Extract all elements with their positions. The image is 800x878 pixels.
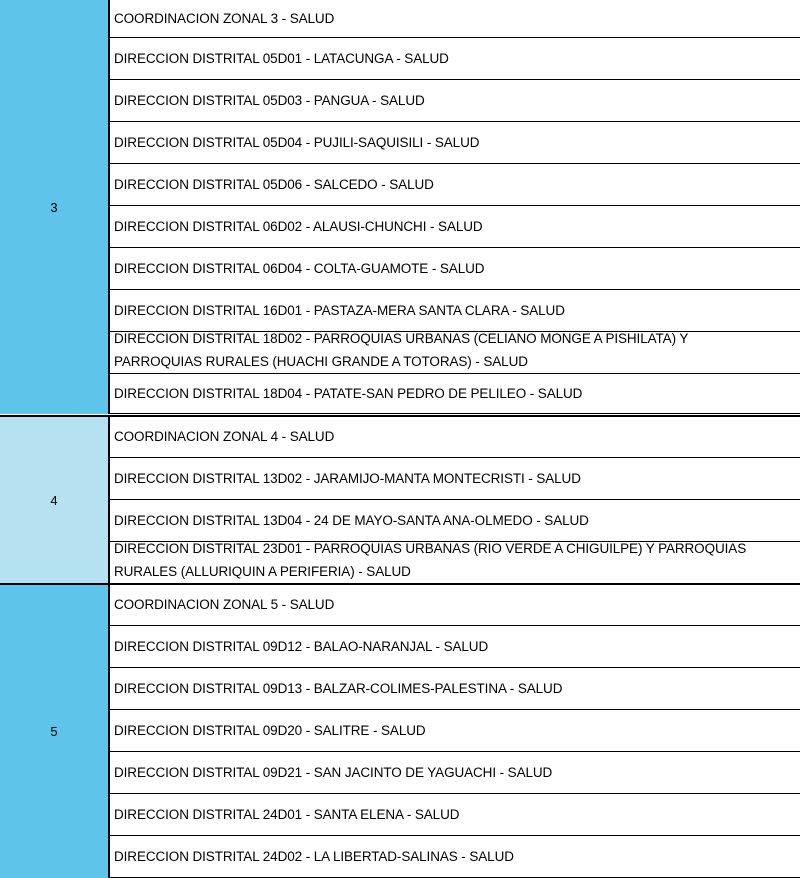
entity-name-cell: DIRECCION DISTRITAL 05D06 - SALCEDO - SALUD bbox=[114, 176, 434, 192]
entity-name-cell: DIRECCION DISTRITAL 05D01 - LATACUNGA - SALUD bbox=[114, 50, 449, 66]
entity-name-cell: DIRECCION DISTRITAL 06D02 - ALAUSI-CHUNCHI - SALUD bbox=[114, 218, 483, 234]
table-row[interactable] bbox=[110, 0, 800, 38]
entity-name-cell: DIRECCION DISTRITAL 13D02 - JARAMIJO-MANTA MONTECRISTI - SALUD bbox=[114, 470, 581, 486]
table-row[interactable] bbox=[110, 542, 800, 584]
zone-5-group bbox=[0, 584, 800, 878]
entity-name-cell: COORDINACION ZONAL 3 - SALUD bbox=[114, 10, 335, 26]
zone-divider bbox=[0, 415, 800, 417]
zone-rows bbox=[110, 584, 800, 878]
entity-name-cell: DIRECCION DISTRITAL 05D04 - PUJILI-SAQUISILI - SALUD bbox=[114, 134, 480, 150]
table-row[interactable] bbox=[110, 710, 800, 752]
entity-name-cell: DIRECCION DISTRITAL 24D02 - LA LIBERTAD-SALINAS - SALUD bbox=[114, 848, 514, 864]
table-row[interactable] bbox=[110, 122, 800, 164]
table-row[interactable] bbox=[110, 752, 800, 794]
entity-name-cell: DIRECCION DISTRITAL 13D04 - 24 DE MAYO-SANTA ANA-OLMEDO - SALUD bbox=[114, 512, 589, 528]
entity-name-cell: DIRECCION DISTRITAL 09D12 - BALAO-NARANJAL - SALUD bbox=[114, 638, 489, 654]
entity-name-cell: COORDINACION ZONAL 4 - SALUD bbox=[114, 428, 335, 444]
table-row[interactable] bbox=[110, 626, 800, 668]
zone-number-cell[interactable]: 5 bbox=[0, 584, 110, 878]
entity-name-cell: DIRECCION DISTRITAL 09D21 - SAN JACINTO DE YAGUACHI - SALUD bbox=[114, 764, 553, 780]
table-row[interactable] bbox=[110, 794, 800, 836]
zone-number-cell[interactable]: 4 bbox=[0, 416, 110, 584]
table-row[interactable] bbox=[110, 584, 800, 626]
table-row[interactable] bbox=[110, 80, 800, 122]
table-row[interactable] bbox=[110, 206, 800, 248]
table-row[interactable] bbox=[110, 416, 800, 458]
zone-rows bbox=[110, 416, 800, 584]
entity-name-cell: DIRECCION DISTRITAL 09D13 - BALZAR-COLIMES-PALESTINA - SALUD bbox=[114, 680, 563, 696]
table-row[interactable] bbox=[110, 836, 800, 878]
zone-number-cell[interactable]: 3 bbox=[0, 0, 110, 414]
table-row[interactable] bbox=[110, 248, 800, 290]
entity-name-cell: DIRECCION DISTRITAL 05D03 - PANGUA - SALUD bbox=[114, 92, 425, 108]
entity-name-cell: DIRECCION DISTRITAL 24D01 - SANTA ELENA - SALUD bbox=[114, 806, 460, 822]
entity-name-cell: DIRECCION DISTRITAL 18D02 - PARROQUIAS URBANAS (CELIANO MONGE A PISHILATA) Y PARROQUIAS RURALES (HUACHI GRANDE A TOTORAS) - SALUD bbox=[114, 331, 689, 369]
entity-name-cell: DIRECCION DISTRITAL 18D04 - PATATE-SAN PEDRO DE PELILEO - SALUD bbox=[114, 385, 583, 401]
zone-3-group bbox=[0, 0, 800, 414]
entity-name-cell: COORDINACION ZONAL 5 - SALUD bbox=[114, 596, 335, 612]
table-row[interactable] bbox=[110, 500, 800, 542]
entity-name-cell: DIRECCION DISTRITAL 09D20 - SALITRE - SALUD bbox=[114, 722, 426, 738]
table-row[interactable] bbox=[110, 668, 800, 710]
zone-rows bbox=[110, 0, 800, 414]
table-row[interactable] bbox=[110, 458, 800, 500]
zone-4-group bbox=[0, 416, 800, 584]
table-row[interactable] bbox=[110, 290, 800, 332]
table-row[interactable] bbox=[110, 374, 800, 414]
table-row[interactable] bbox=[110, 38, 800, 80]
entity-name-cell: DIRECCION DISTRITAL 23D01 - PARROQUIAS URBANAS (RIO VERDE A CHIGUILPE) Y PARROQUIAS RURALES (ALLURIQUIN A PERIFERIA) - SALUD bbox=[114, 541, 747, 579]
entity-name-cell: DIRECCION DISTRITAL 16D01 - PASTAZA-MERA SANTA CLARA - SALUD bbox=[114, 302, 565, 318]
entity-name-cell: DIRECCION DISTRITAL 06D04 - COLTA-GUAMOTE - SALUD bbox=[114, 260, 485, 276]
zone-divider bbox=[0, 583, 800, 585]
table-row[interactable] bbox=[110, 332, 800, 374]
table-row[interactable] bbox=[110, 164, 800, 206]
